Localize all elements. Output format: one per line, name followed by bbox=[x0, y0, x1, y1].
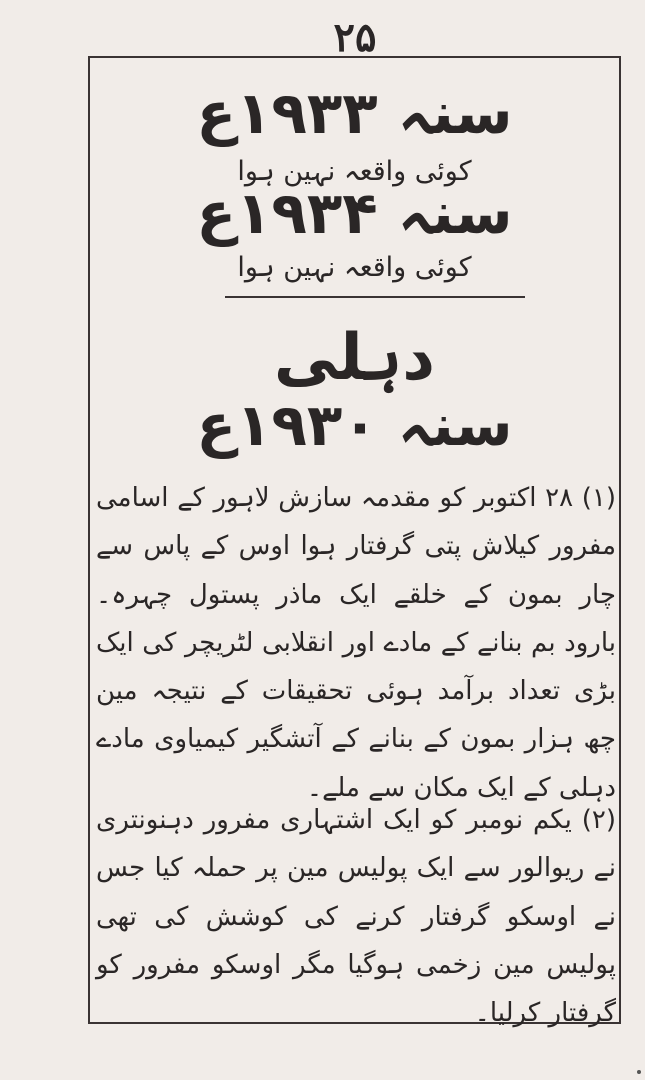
paragraph-1: (۱) ۲۸ اکتوبر کو مقدمہ سازش لاہور کے اسامی مفرور کیلاش پتی گرفتار ہوا اوس کے پاس سے چار بمون کے خلقے ایک ماذر پستول چہرہ۔ بارود بم بنانے کے مادے اور انقلابی لٹریچر کی ایک بڑی تعداد برآمد ہوئی تحقیقات کے نتیجہ مین چھ ہزار بمون کے بنانے کے آتشگیر کیمیاوی مادے دہلی کے ایک مکان سے ملے۔ bbox=[96, 483, 616, 803]
year-heading-1933: سنہ ۱۹۳۳ع bbox=[196, 79, 513, 147]
city-heading: دہلی bbox=[273, 321, 436, 395]
no-event-note-1933: کوئی واقعہ نہین ہوا bbox=[237, 156, 472, 187]
year-heading-1934: سنہ ۱۹۳۴ع bbox=[196, 179, 513, 247]
paragraph-2: (۲) یکم نومبر کو ایک اشتہاری مفرور دہنونتری نے ریوالور سے ایک پولیس مین پر حملہ کیا جس نے اوسکو گرفتار کرنے کی کوشش کی تھی پولیس مین زخمی ہوگیا مگر اوسکو مفرور کو گرفتار کرلیا۔ bbox=[96, 805, 616, 1029]
page-number: ۲۵ bbox=[333, 14, 377, 61]
no-event-note-1934: کوئی واقعہ نہین ہوا bbox=[237, 252, 472, 283]
scan-speck bbox=[637, 1070, 641, 1074]
section-divider bbox=[225, 296, 525, 298]
year-heading-1930: سنہ ۱۹۳۰ع bbox=[196, 391, 513, 459]
